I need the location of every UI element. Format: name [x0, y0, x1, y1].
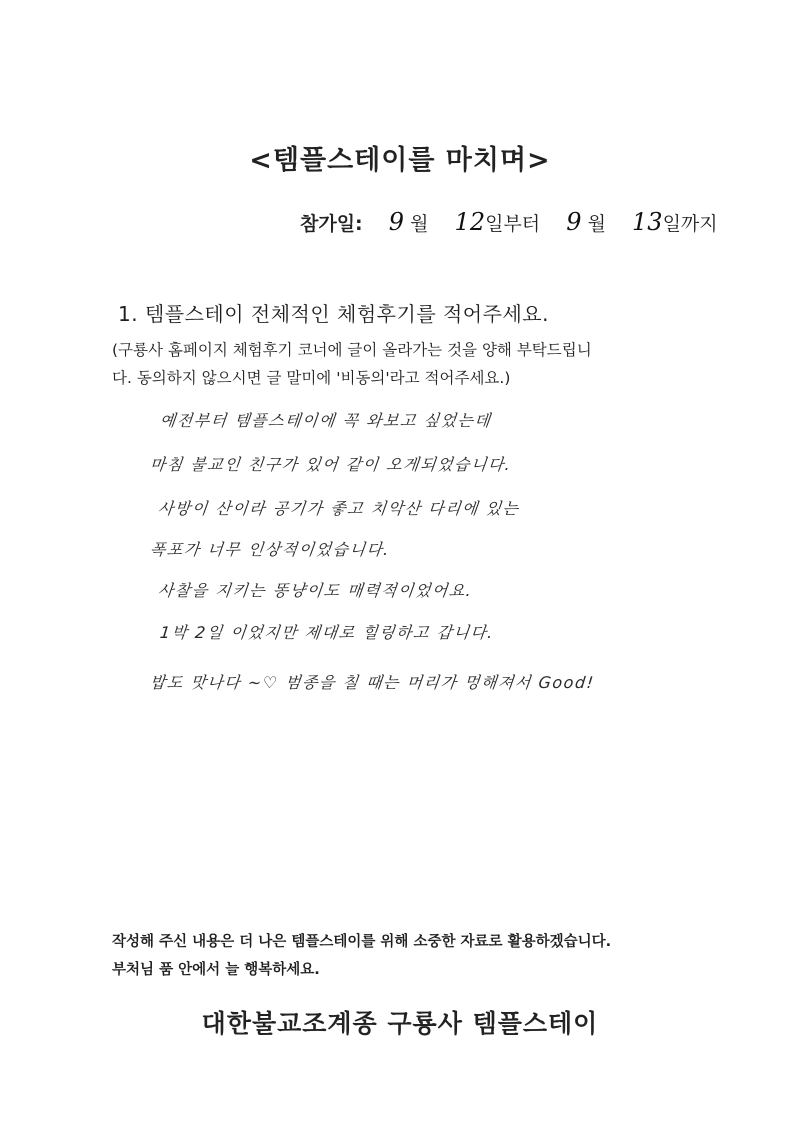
consent-note-line: (구룡사 홈페이지 체험후기 코너에 글이 올라가는 것을 양해 부탁드립니 — [112, 341, 592, 359]
answer-line: 1박 2일 이었지만 제대로 힐링하고 갑니다. — [158, 623, 496, 642]
start-month: 9 — [388, 208, 405, 236]
day-unit-1: 일부터 — [485, 213, 541, 235]
answer-line: 사찰을 지키는 똥냥이도 매력적이었어요. — [156, 581, 474, 600]
month-unit-1: 월 — [410, 213, 429, 235]
start-day: 12 — [454, 208, 486, 236]
document-title: <템플스테이를 마치며> — [249, 145, 551, 176]
day-unit-2: 일까지 — [662, 213, 718, 235]
participation-dates — [300, 208, 718, 236]
question-1: 1. 템플스테이 전체적인 체험후기를 적어주세요. — [118, 302, 549, 326]
organization-name: 대한불교조계종 구룡사 템플스테이 — [201, 1009, 599, 1038]
answer-line: 폭포가 너무 인상적이었습니다. — [148, 540, 392, 559]
answer-line: 마침 불교인 친구가 있어 같이 오게되었습니다. — [148, 455, 513, 474]
participation-label: 참가일: — [300, 213, 363, 235]
footer-note-line: 부처님 품 안에서 늘 행복하세요. — [112, 962, 320, 978]
consent-note — [112, 336, 702, 392]
month-unit-2: 월 — [587, 213, 606, 235]
consent-note-line: 다. 동의하지 않으시면 글 말미에 '비동의'라고 적어주세요.) — [112, 369, 511, 387]
answer-line: 밥도 맛나다 ~♡ 범종을 칠 때는 머리가 멍해져서 Good! — [148, 673, 596, 692]
end-day: 13 — [632, 208, 663, 236]
footer-note — [112, 928, 611, 984]
answer-line: 사방이 산이라 공기가 좋고 치악산 다리에 있는 — [156, 499, 521, 518]
end-month: 9 — [566, 208, 582, 236]
answer-line: 예전부터 템플스테이에 꼭 와보고 싶었는데 — [158, 411, 493, 430]
footer-note-line: 작성해 주신 내용은 더 나은 템플스테이를 위해 소중한 자료로 활용하겠습니다. — [112, 934, 612, 950]
